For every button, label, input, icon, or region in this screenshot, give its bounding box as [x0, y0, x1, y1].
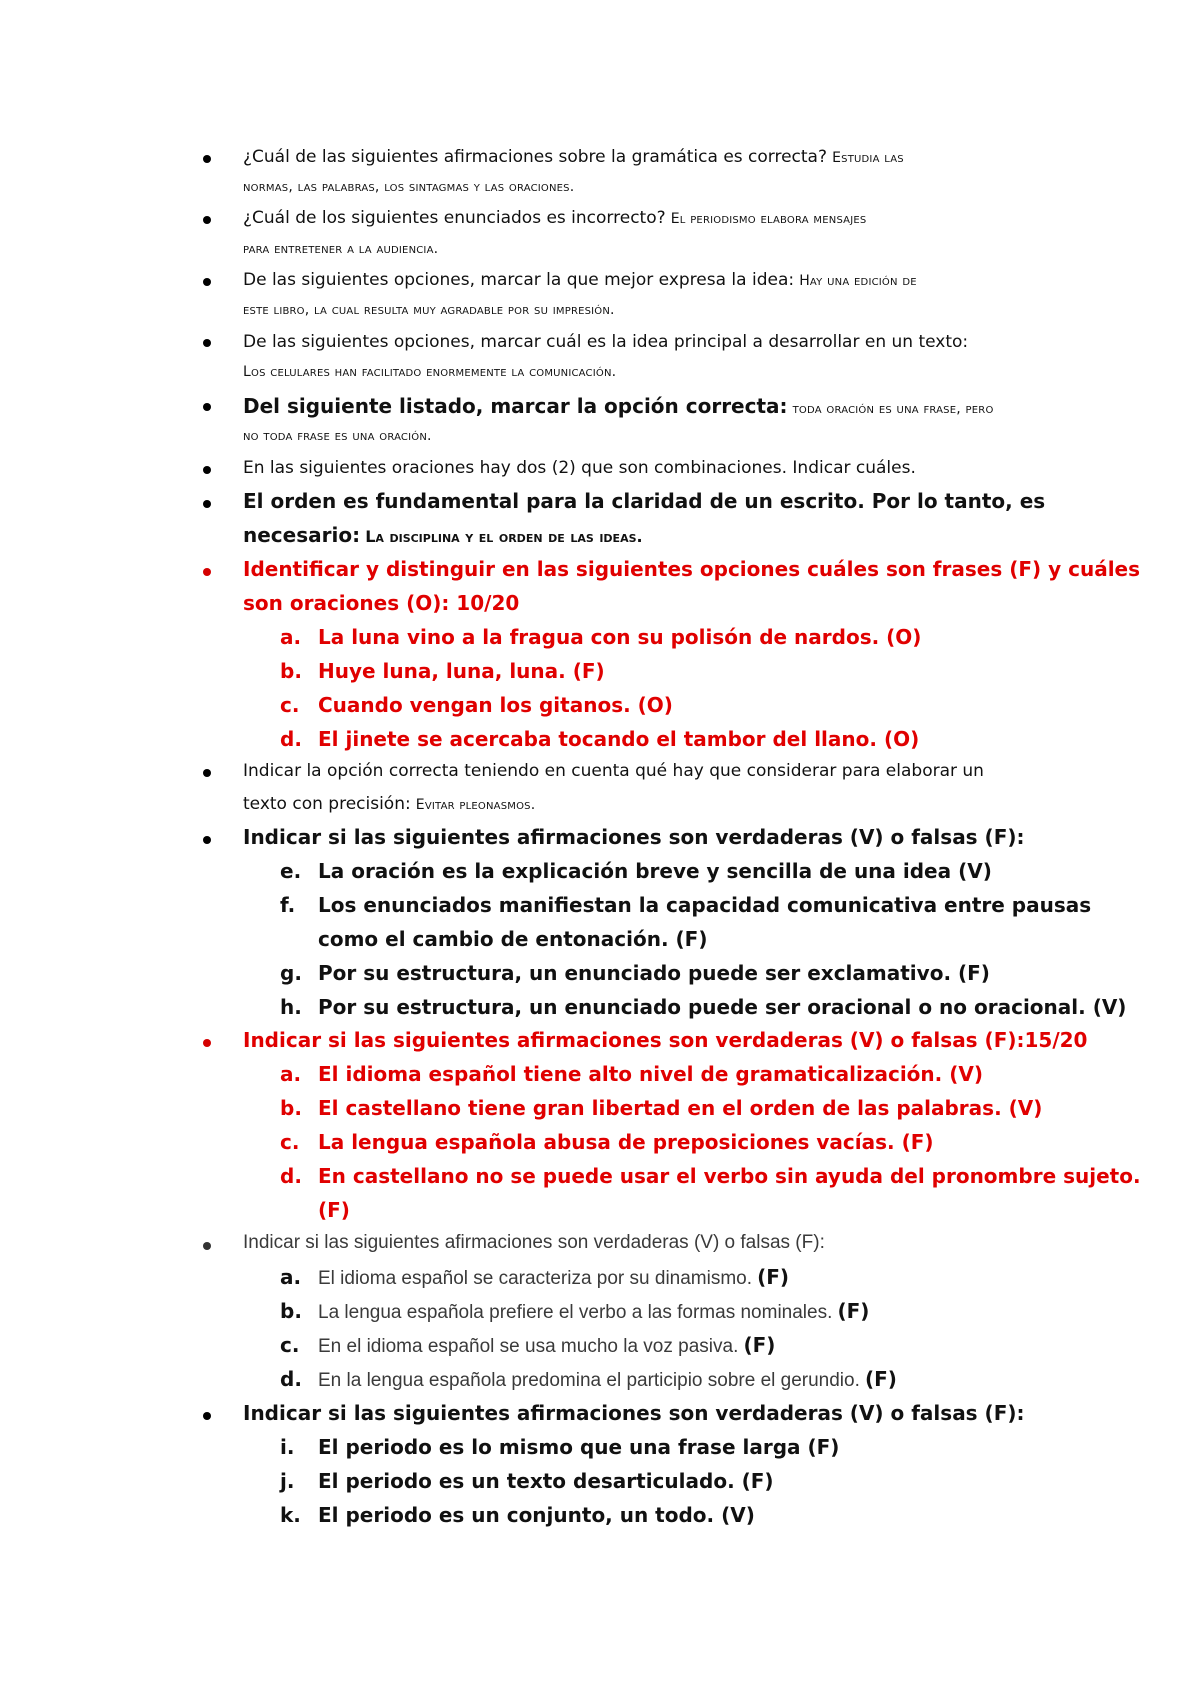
option-text-cont: (F): [318, 1198, 350, 1222]
question-3: De las siguientes opciones, marcar la que mejor expresa la idea: Hay una edición de: [243, 270, 917, 290]
bullet-icon: [203, 1039, 211, 1047]
bullet-icon: [203, 216, 211, 224]
option-text: El periodo es lo mismo que una frase larga (F): [318, 1435, 840, 1459]
option-text: El idioma español se caracteriza por su dinamismo. (F): [318, 1265, 790, 1289]
option-text: La lengua española prefiere el verbo a las formas nominales. (F): [318, 1299, 870, 1323]
option-marker: c.: [280, 1130, 300, 1154]
option-text: La lengua española abusa de preposiciones vacías. (F): [318, 1130, 934, 1154]
option-marker: a.: [280, 625, 302, 649]
answer-5: no toda frase es una oración.: [243, 428, 432, 444]
option-text: Huye luna, luna, luna. (F): [318, 659, 605, 683]
question-6: En las siguientes oraciones hay dos (2) que son combinaciones. Indicar cuáles.: [243, 458, 916, 478]
option-text: El jinete se acercaba tocando el tambor del llano. (O): [318, 727, 920, 751]
option-marker: g.: [280, 961, 302, 985]
question-4: De las siguientes opciones, marcar cuál es la idea principal a desarrollar en un texto:: [243, 332, 969, 352]
bullet-icon: [203, 1242, 211, 1250]
bullet-icon: [203, 836, 211, 844]
question-7-cont: necesario: La disciplina y el orden de las ideas.: [243, 523, 643, 547]
option-text: En la lengua española predomina el participio sobre el gerundio. (F): [318, 1367, 897, 1391]
option-text: Cuando vengan los gitanos. (O): [318, 693, 673, 717]
option-marker: b.: [280, 1299, 302, 1323]
bullet-icon: [203, 769, 211, 777]
bullet-icon: [203, 568, 211, 576]
option-text: El periodo es un texto desarticulado. (F): [318, 1469, 774, 1493]
answer-3: este libro, la cual resulta muy agradable por su impresión.: [243, 302, 615, 318]
answer-2: para entretener a la audiencia.: [243, 241, 439, 257]
bullet-icon: [203, 500, 211, 508]
option-marker: d.: [280, 1367, 302, 1391]
option-text: Por su estructura, un enunciado puede ser exclamativo. (F): [318, 961, 990, 985]
option-text: Los enunciados manifiestan la capacidad comunicativa entre pausas: [318, 893, 1092, 917]
bullet-icon: [203, 155, 211, 163]
option-text: El castellano tiene gran libertad en el orden de las palabras. (V): [318, 1096, 1043, 1120]
option-marker: k.: [280, 1503, 301, 1527]
question-8-cont: son oraciones (O): 10/20: [243, 591, 520, 615]
question-8: Identificar y distinguir en las siguientes opciones cuáles son frases (F) y cuáles: [243, 557, 1141, 581]
option-marker: a.: [280, 1062, 302, 1086]
answer-1: normas, las palabras, los sintagmas y las oraciones.: [243, 179, 575, 195]
answer-4: Los celulares han facilitado enormemente la comunicación.: [243, 364, 617, 380]
option-marker: c.: [280, 693, 300, 717]
option-marker: f.: [280, 893, 296, 917]
bullet-icon: [203, 403, 211, 411]
question-12: Indicar si las siguientes afirmaciones son verdaderas (V) o falsas (F):: [243, 1232, 825, 1253]
option-text: La luna vino a la fragua con su polisón de nardos. (O): [318, 625, 922, 649]
option-marker: c.: [280, 1333, 300, 1357]
question-2: ¿Cuál de los siguientes enunciados es incorrecto? El periodismo elabora mensajes: [243, 208, 867, 228]
bullet-icon: [203, 466, 211, 474]
option-marker: d.: [280, 727, 302, 751]
question-9: Indicar la opción correcta teniendo en cuenta qué hay que considerar para elaborar un: [243, 761, 984, 781]
question-9-cont: texto con precisión: Evitar pleonasmos.: [243, 794, 536, 814]
option-text: La oración es la explicación breve y sencilla de una idea (V): [318, 859, 992, 883]
option-marker: e.: [280, 859, 302, 883]
bullet-icon: [203, 278, 211, 286]
option-marker: i.: [280, 1435, 295, 1459]
question-5: Del siguiente listado, marcar la opción correcta: toda oración es una frase, pero: [243, 394, 994, 418]
question-10: Indicar si las siguientes afirmaciones son verdaderas (V) o falsas (F):: [243, 825, 1025, 849]
question-11: Indicar si las siguientes afirmaciones son verdaderas (V) o falsas (F):15/20: [243, 1028, 1088, 1052]
bullet-icon: [203, 1412, 211, 1420]
option-marker: b.: [280, 659, 302, 683]
option-text: El periodo es un conjunto, un todo. (V): [318, 1503, 755, 1527]
question-7: El orden es fundamental para la claridad de un escrito. Por lo tanto, es: [243, 489, 1046, 513]
option-marker: j.: [280, 1469, 295, 1493]
question-13: Indicar si las siguientes afirmaciones son verdaderas (V) o falsas (F):: [243, 1401, 1025, 1425]
option-text: En castellano no se puede usar el verbo sin ayuda del pronombre sujeto.: [318, 1164, 1141, 1188]
option-marker: a.: [280, 1265, 302, 1289]
option-text: En el idioma español se usa mucho la voz pasiva. (F): [318, 1333, 776, 1357]
option-text-cont: como el cambio de entonación. (F): [318, 927, 708, 951]
option-marker: h.: [280, 995, 302, 1019]
option-text: Por su estructura, un enunciado puede ser oracional o no oracional. (V): [318, 995, 1127, 1019]
question-1: ¿Cuál de las siguientes afirmaciones sobre la gramática es correcta? Estudia las: [243, 147, 904, 167]
bullet-icon: [203, 339, 211, 347]
option-text: El idioma español tiene alto nivel de gramaticalización. (V): [318, 1062, 983, 1086]
option-marker: b.: [280, 1096, 302, 1120]
option-marker: d.: [280, 1164, 302, 1188]
